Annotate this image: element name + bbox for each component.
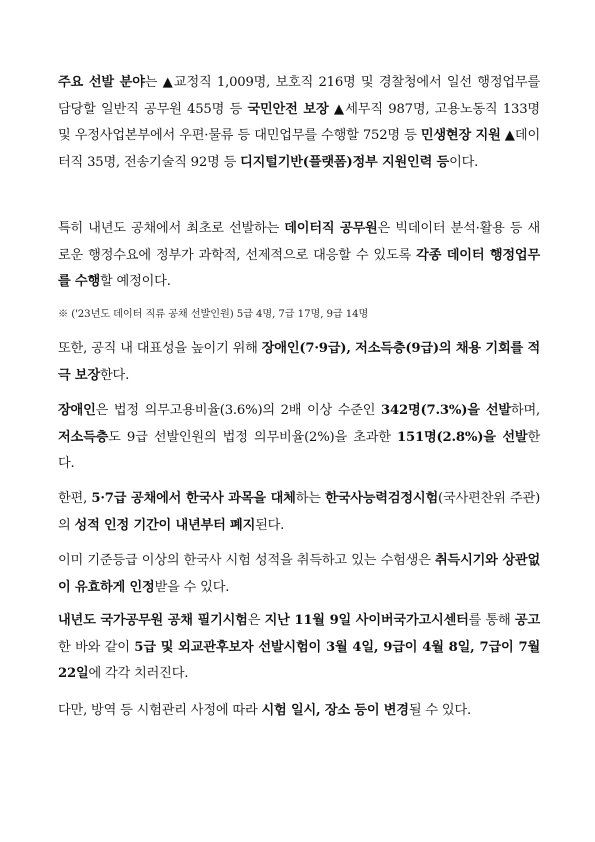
para-korean-history (58, 486, 540, 539)
body-text: 은 (247, 613, 265, 628)
emphasis-text: 시험 일시, 장소 등이 변경 (261, 703, 409, 718)
body-text: 또한, 공직 내 대표성을 높이기 위해 (58, 341, 262, 356)
emphasis-text: 성적 인정 기간이 내년부터 폐지 (74, 517, 256, 533)
emphasis-text: 5급 및 외교관후보자 선발시험이 3월 4일, 9급이 4월 8일, 7급이 7월 22일 (58, 639, 540, 681)
body-text: 한편, (58, 491, 92, 506)
body-text: 하며, (510, 403, 540, 418)
body-text: 하는 (295, 491, 326, 506)
emphasis-text: 5·7급 공채에서 한국사 과목을 대체 (91, 491, 296, 506)
body-text: 특히 내년도 공채에서 최초로 선발하는 (58, 221, 285, 236)
body-text: 될 수 있다. (408, 703, 471, 718)
emphasis-text: 데이터직 공무원 (284, 221, 378, 236)
emphasis-text: 각종 데이터 행정업무를 수행 (58, 247, 540, 289)
body-text: 받을 수 있다. (154, 579, 230, 595)
emphasis-text: 공고 (514, 613, 540, 628)
emphasis-text: 한국사능력검정시험 (325, 491, 439, 506)
body-text: 할 예정이다. (100, 274, 171, 289)
body-text: 한다. (100, 367, 130, 383)
emphasis-text: 342명(7.3%)을 선발 (381, 403, 511, 418)
body-text: ▲데이터직 35명, 전송기술직 92명 등 (58, 128, 540, 170)
body-text: 이다. (449, 154, 479, 170)
body-text: 한다. (58, 429, 540, 471)
para-data-officials (58, 216, 540, 296)
para-disabled-lowincome (58, 398, 540, 478)
emphasis-text: 내년도 국가공무원 공채 필기시험 (58, 613, 248, 628)
body-text: 한 바와 같이 (58, 639, 135, 655)
para-selection-areas (58, 70, 540, 176)
body-text: 를 통해 (468, 613, 515, 628)
emphasis-text: 장애인(7·9급), 저소득층(9급)의 채용 기회를 적극 보장 (58, 341, 540, 383)
emphasis-text: 국민안전 보장 (247, 101, 329, 117)
body-text: 은 법정 의무고용비율(3.6%)의 2배 이상 수준인 (95, 403, 382, 418)
body-text: 된다. (255, 517, 285, 533)
emphasis-text: 151명(2.8%)을 선발 (397, 429, 528, 445)
para-valid-regardless (58, 548, 540, 601)
emphasis-text: 저소득층 (58, 429, 109, 445)
emphasis-text: 취득시기와 상관없이 유효하게 인정 (58, 553, 540, 595)
para-exam-dates (58, 608, 540, 688)
para-schedule-change (58, 698, 540, 725)
body-text: ▲세무직 987명, 고용노동직 133명 및 우정사업본부에서 우편·물류 등 대민업무를 수행할 752명 등 (58, 101, 540, 143)
para-diversity (58, 336, 540, 389)
body-text: 이미 기준등급 이상의 한국사 시험 성적을 취득하고 있는 수험생은 (58, 553, 435, 568)
body-text: 에 각각 치러진다. (88, 666, 189, 681)
body-text: 은 빅데이터 분석·활용 등 새로운 행정수요에 정부가 과학적, 선제적으로 대응할 수 있도록 (58, 221, 541, 263)
emphasis-text: 디지털기반(플랫폼)정부 지원인력 등 (240, 154, 450, 170)
body-text: 는 ▲교정직 1,009명, 보호직 216명 및 경찰청에서 일선 행정업무를 담당할 일반직 공무원 455명 등 (58, 75, 540, 117)
body-text: 다만, 방역 등 시험관리 사정에 따라 (58, 703, 262, 718)
body-text: (국사편찬위 주관)의 (58, 491, 541, 533)
body-text: 도 9급 선발인원의 법정 의무비율(2%)을 초과한 (108, 429, 398, 445)
footnote-data-recruitment: ※ ('23년도 데이터 직류 공채 선발인원) 5급 4명, 7급 17명, 9급 14명 (58, 309, 369, 320)
emphasis-text: 주요 선발 분야 (58, 75, 145, 90)
emphasis-text: 장애인 (58, 403, 96, 418)
emphasis-text: 지난 11월 9일 사이버국가고시센터 (264, 613, 469, 628)
emphasis-text: 민생현장 지원 (420, 128, 501, 143)
